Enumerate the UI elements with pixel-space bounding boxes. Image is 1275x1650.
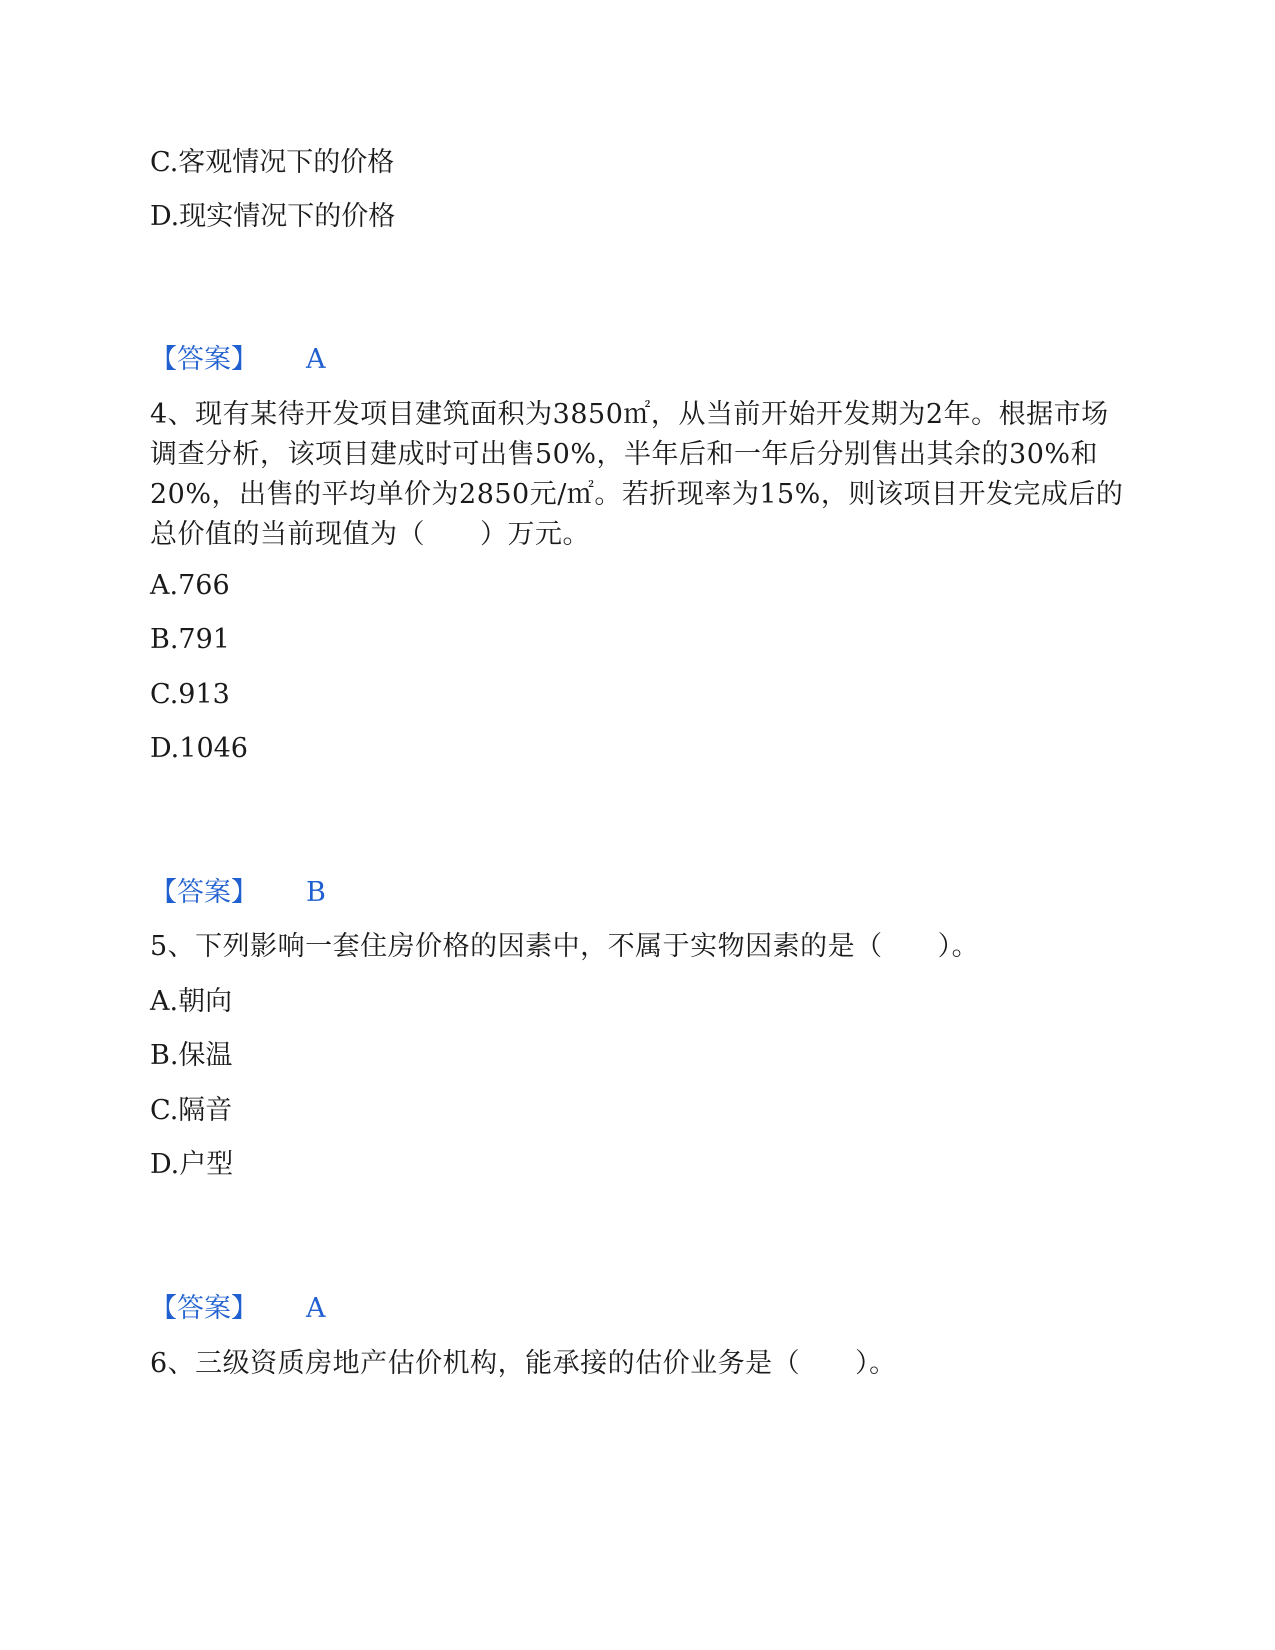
answer-block-4 <box>150 873 326 913</box>
answer-block-3 <box>150 340 326 380</box>
question-5-option-a: A.朝向 <box>150 986 233 1017</box>
question-4-option-a: A.766 <box>150 570 230 601</box>
question-5-option-c: C.隔音 <box>150 1095 233 1126</box>
question-5-option-d: D.户型 <box>150 1149 234 1180</box>
question-4-option-b: B.791 <box>150 624 230 655</box>
answer-value: A <box>306 344 326 375</box>
question-5-option-b: B.保温 <box>150 1040 233 1071</box>
answer-value: B <box>306 877 326 908</box>
option-c-prev: C.客观情况下的价格 <box>150 147 395 178</box>
question-6-stem: 6、三级资质房地产估价机构，能承接的估价业务是（ ）。 <box>150 1348 897 1379</box>
answer-value: A <box>306 1293 326 1324</box>
answer-label: 【答案】 <box>150 1293 258 1324</box>
question-4-stem: 4、现有某待开发项目建筑面积为3850㎡，从当前开始开发期为2年。根据市场调查分析，该项目建成时可出售50%，半年后和一年后分别售出其余的30%和20%，出售的平均单价为2850元/㎡。若折现率为15%，则该项目开发完成后的总价值的当前现值为（ ）万元。 <box>150 399 1124 550</box>
option-d-prev: D.现实情况下的价格 <box>150 201 396 232</box>
answer-block-5 <box>150 1289 326 1329</box>
answer-label: 【答案】 <box>150 344 258 375</box>
answer-label: 【答案】 <box>150 877 258 908</box>
question-5-stem: 5、下列影响一套住房价格的因素中，不属于实物因素的是（ ）。 <box>150 931 980 962</box>
question-4-option-c: C.913 <box>150 679 230 710</box>
question-4-option-d: D.1046 <box>150 733 248 764</box>
